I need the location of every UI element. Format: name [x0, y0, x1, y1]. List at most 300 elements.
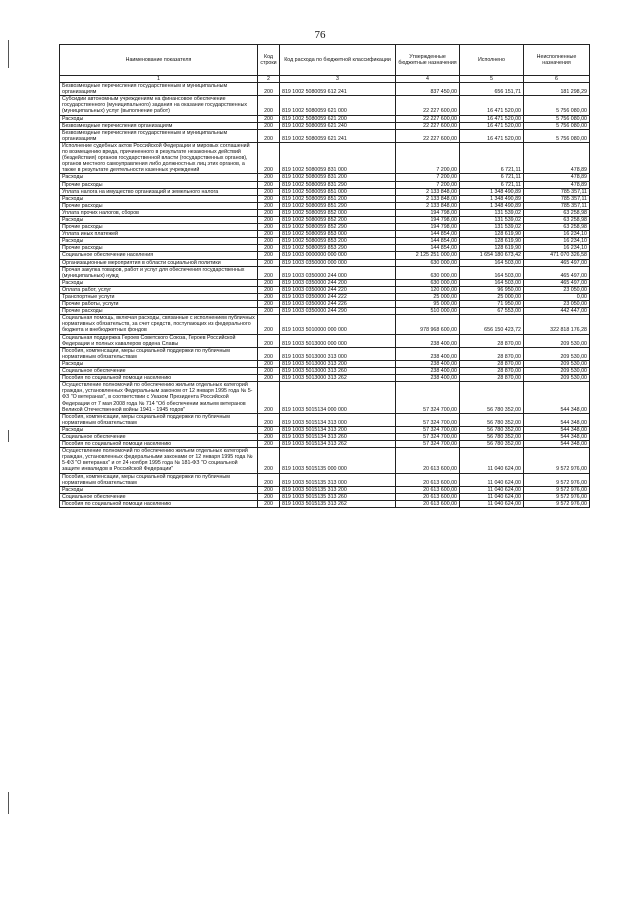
row-classification-code: 819 1002 5080059 831 290 — [280, 181, 396, 188]
row-unexecuted: 9 572 976,00 — [524, 500, 590, 507]
table-row — [60, 122, 590, 129]
row-classification-code: 819 1003 5013000 000 000 — [280, 334, 396, 347]
row-classification-code: 819 1003 5015134 000 000 — [280, 382, 396, 413]
table-row — [60, 360, 590, 367]
row-executed: 56 780 352,00 — [460, 413, 524, 426]
row-name: Расходы — [60, 279, 258, 286]
row-approved: 20 613 600,00 — [396, 500, 460, 507]
row-unexecuted: 465 497,00 — [524, 279, 590, 286]
table-row — [60, 413, 590, 426]
row-classification-code: 819 1003 5013000 313 260 — [280, 368, 396, 375]
row-name: Социальное обеспечение — [60, 433, 258, 440]
row-executed: 67 553,00 — [460, 308, 524, 315]
row-executed: 131 539,02 — [460, 209, 524, 216]
row-line-code: 200 — [258, 368, 280, 375]
row-line-code: 200 — [258, 115, 280, 122]
row-unexecuted: 9 572 976,00 — [524, 486, 590, 493]
row-name: Расходы — [60, 195, 258, 202]
table-row — [60, 473, 590, 486]
row-unexecuted: 785 357,11 — [524, 195, 590, 202]
row-executed: 131 539,02 — [460, 224, 524, 231]
row-approved: 238 400,00 — [396, 368, 460, 375]
row-approved: 57 324 700,00 — [396, 413, 460, 426]
table-row — [60, 301, 590, 308]
row-executed: 56 780 352,00 — [460, 382, 524, 413]
row-classification-code: 819 1003 0350000 244 000 — [280, 266, 396, 279]
table-row — [60, 334, 590, 347]
row-name: Расходы — [60, 216, 258, 223]
row-line-code: 200 — [258, 382, 280, 413]
table-header-row — [60, 45, 590, 76]
row-unexecuted: 16 234,10 — [524, 231, 590, 238]
row-line-code: 200 — [258, 245, 280, 252]
row-line-code: 200 — [258, 441, 280, 448]
row-executed: 128 619,90 — [460, 231, 524, 238]
row-unexecuted: 9 572 976,00 — [524, 473, 590, 486]
table-row — [60, 181, 590, 188]
row-line-code: 200 — [258, 500, 280, 507]
row-executed: 96 950,00 — [460, 286, 524, 293]
table-body — [60, 83, 590, 508]
row-executed: 131 539,02 — [460, 216, 524, 223]
row-approved: 510 000,00 — [396, 308, 460, 315]
row-name: Прочие расходы — [60, 202, 258, 209]
row-unexecuted: 5 756 080,00 — [524, 96, 590, 115]
row-classification-code: 819 1003 0350000 244 200 — [280, 279, 396, 286]
row-line-code: 200 — [258, 142, 280, 173]
row-unexecuted: 5 756 080,00 — [524, 129, 590, 142]
row-executed: 16 471 520,00 — [460, 96, 524, 115]
row-approved: 2 133 848,00 — [396, 195, 460, 202]
page-number: 76 — [314, 29, 326, 41]
table-row — [60, 259, 590, 266]
row-line-code: 200 — [258, 259, 280, 266]
row-line-code: 200 — [258, 315, 280, 334]
row-classification-code: 819 1003 5015134 313 262 — [280, 441, 396, 448]
row-line-code: 200 — [258, 96, 280, 115]
row-classification-code: 819 1002 5080059 853 290 — [280, 245, 396, 252]
row-line-code: 200 — [258, 286, 280, 293]
header-indicator-name: Наименование показателя — [60, 45, 258, 76]
table-row — [60, 231, 590, 238]
row-approved: 25 000,00 — [396, 294, 460, 301]
row-classification-code: 819 1002 5080059 612 241 — [280, 83, 396, 96]
row-approved: 144 854,00 — [396, 245, 460, 252]
row-unexecuted: 181 298,29 — [524, 83, 590, 96]
table-row — [60, 266, 590, 279]
row-executed: 11 040 624,00 — [460, 486, 524, 493]
row-name: Прочая закупка товаров, работ и услуг для обеспечения государственных (муниципальных) нужд — [60, 266, 258, 279]
table-row — [60, 368, 590, 375]
row-approved: 7 200,00 — [396, 174, 460, 181]
row-approved: 238 400,00 — [396, 375, 460, 382]
row-approved: 20 613 600,00 — [396, 493, 460, 500]
row-name: Уплата налога на имущество организаций и земельного налога — [60, 188, 258, 195]
row-name: Безвозмездные перечисления государственным и муниципальным организациям — [60, 83, 258, 96]
row-classification-code: 819 1003 5015134 313 200 — [280, 426, 396, 433]
row-name: Пособия, компенсации, меры социальной поддержки по публичным нормативным обязательствам — [60, 473, 258, 486]
row-name: Пособия по социальной помощи населению — [60, 375, 258, 382]
row-line-code: 200 — [258, 334, 280, 347]
row-approved: 57 324 700,00 — [396, 433, 460, 440]
table-row — [60, 188, 590, 195]
row-unexecuted: 785 357,11 — [524, 188, 590, 195]
row-classification-code: 819 1003 0000000 000 000 — [280, 252, 396, 259]
row-line-code: 200 — [258, 486, 280, 493]
scan-mark — [8, 430, 9, 442]
row-executed: 16 471 520,00 — [460, 122, 524, 129]
row-approved: 22 227 600,00 — [396, 96, 460, 115]
row-name: Пособия, компенсации, меры социальной поддержки по публичным нормативным обязательствам — [60, 413, 258, 426]
row-unexecuted: 544 348,00 — [524, 413, 590, 426]
row-line-code: 200 — [258, 473, 280, 486]
row-name: Уплата иных платежей — [60, 231, 258, 238]
row-name: Организационные мероприятия в области социальной политики — [60, 259, 258, 266]
row-unexecuted: 0,00 — [524, 294, 590, 301]
row-name: Расходы — [60, 486, 258, 493]
row-executed: 656 150 423,72 — [460, 315, 524, 334]
row-name: Социальная поддержка Героев Советского Союза, Героев Российской Федерации и полных кавалеров ордена Славы — [60, 334, 258, 347]
row-classification-code: 819 1002 5080059 852 290 — [280, 224, 396, 231]
row-approved: 22 227 600,00 — [396, 122, 460, 129]
table-row — [60, 83, 590, 96]
table-row — [60, 252, 590, 259]
row-executed: 128 619,90 — [460, 238, 524, 245]
table-row — [60, 224, 590, 231]
row-approved: 7 200,00 — [396, 181, 460, 188]
row-name: Безвозмездные перечисления организациям — [60, 122, 258, 129]
row-classification-code: 819 1003 5010000 000 000 — [280, 315, 396, 334]
row-classification-code: 819 1002 5080059 851 000 — [280, 188, 396, 195]
row-line-code: 200 — [258, 174, 280, 181]
row-line-code: 200 — [258, 448, 280, 473]
row-classification-code: 819 1003 5015135 000 000 — [280, 448, 396, 473]
row-classification-code: 819 1003 0350000 244 222 — [280, 294, 396, 301]
row-approved: 144 854,00 — [396, 231, 460, 238]
row-approved: 194 798,00 — [396, 209, 460, 216]
row-classification-code: 819 1002 5080059 853 000 — [280, 231, 396, 238]
table-row — [60, 448, 590, 473]
row-executed: 71 950,00 — [460, 301, 524, 308]
row-approved: 837 450,00 — [396, 83, 460, 96]
row-name: Расходы — [60, 174, 258, 181]
row-unexecuted: 544 348,00 — [524, 382, 590, 413]
row-name: Прочие расходы — [60, 245, 258, 252]
row-unexecuted: 63 258,98 — [524, 216, 590, 223]
table-row — [60, 375, 590, 382]
row-name: Безвозмездные перечисления государственным и муниципальным организациям — [60, 129, 258, 142]
row-classification-code: 819 1003 0350000 244 290 — [280, 308, 396, 315]
row-executed: 11 040 624,00 — [460, 448, 524, 473]
row-executed: 164 503,00 — [460, 266, 524, 279]
row-executed: 28 870,00 — [460, 375, 524, 382]
table-row — [60, 115, 590, 122]
row-name: Прочие расходы — [60, 181, 258, 188]
row-name: Социальная помощь, включая расходы, связанные с исполнением публичных нормативных обязательств, за счет средств, поступающих из федерального бюджета и внебюджетных фондов — [60, 315, 258, 334]
row-unexecuted: 23 050,00 — [524, 286, 590, 293]
scan-mark — [8, 792, 9, 814]
row-classification-code: 819 1002 5080059 852 200 — [280, 216, 396, 223]
row-approved: 20 613 600,00 — [396, 486, 460, 493]
row-classification-code: 819 1003 5015134 313 260 — [280, 433, 396, 440]
row-name: Прочие работы, услуги — [60, 301, 258, 308]
row-approved: 194 798,00 — [396, 224, 460, 231]
row-unexecuted: 544 348,00 — [524, 433, 590, 440]
row-approved: 20 613 600,00 — [396, 473, 460, 486]
row-approved: 20 613 600,00 — [396, 448, 460, 473]
row-classification-code: 819 1003 0350000 244 220 — [280, 286, 396, 293]
row-line-code: 200 — [258, 413, 280, 426]
row-name: Субсидии автономным учреждениям на финансовое обеспечение государственного (муниципального) задания на оказание государственных (муниципальных) услуг (выполнение работ) — [60, 96, 258, 115]
row-executed: 164 503,00 — [460, 279, 524, 286]
row-line-code: 200 — [258, 266, 280, 279]
row-classification-code: 819 1002 5080059 621 240 — [280, 122, 396, 129]
table-row — [60, 486, 590, 493]
row-unexecuted: 478,89 — [524, 181, 590, 188]
row-executed: 1 348 490,89 — [460, 202, 524, 209]
row-classification-code: 819 1003 5013000 313 262 — [280, 375, 396, 382]
row-name: Социальное обеспечение — [60, 493, 258, 500]
table-row — [60, 238, 590, 245]
table-row — [60, 441, 590, 448]
table-row — [60, 202, 590, 209]
row-executed: 28 870,00 — [460, 360, 524, 367]
table-row — [60, 294, 590, 301]
row-executed: 1 654 180 673,42 — [460, 252, 524, 259]
row-line-code: 200 — [258, 493, 280, 500]
row-name: Прочие расходы — [60, 308, 258, 315]
row-approved: 978 968 600,00 — [396, 315, 460, 334]
table-row — [60, 500, 590, 507]
row-executed: 28 870,00 — [460, 347, 524, 360]
row-name: Расходы — [60, 115, 258, 122]
table-row — [60, 382, 590, 413]
row-executed: 1 348 490,89 — [460, 195, 524, 202]
table-row — [60, 96, 590, 115]
row-line-code: 200 — [258, 347, 280, 360]
table-row — [60, 493, 590, 500]
row-executed: 28 870,00 — [460, 368, 524, 375]
row-approved: 57 324 700,00 — [396, 441, 460, 448]
row-line-code: 200 — [258, 301, 280, 308]
row-classification-code: 819 1003 5015135 313 200 — [280, 486, 396, 493]
row-name: Расходы — [60, 360, 258, 367]
row-unexecuted: 5 756 080,00 — [524, 115, 590, 122]
column-number: 3 — [280, 76, 396, 83]
row-name: Осуществление полномочий по обеспечению жильем отдельных категорий граждан, установленных федеральными законами от 12 января 1995 года № 5-ФЗ "О ветеранах" и от 24 ноября 1995 года № 181-ФЗ "О социальной защите инвалидов в Российской Федерации" — [60, 448, 258, 473]
row-unexecuted: 209 530,00 — [524, 368, 590, 375]
table-row — [60, 142, 590, 173]
row-line-code: 200 — [258, 202, 280, 209]
scan-mark — [8, 40, 9, 68]
row-line-code: 200 — [258, 360, 280, 367]
row-approved: 238 400,00 — [396, 360, 460, 367]
column-number: 2 — [258, 76, 280, 83]
table-row — [60, 286, 590, 293]
table-row — [60, 433, 590, 440]
row-name: Оплата работ, услуг — [60, 286, 258, 293]
header-executed: Исполнено — [460, 45, 524, 76]
header-line-code: Код строки — [258, 45, 280, 76]
row-approved: 57 324 700,00 — [396, 426, 460, 433]
table-row — [60, 315, 590, 334]
row-line-code: 200 — [258, 216, 280, 223]
row-line-code: 200 — [258, 181, 280, 188]
row-name: Транспортные услуги — [60, 294, 258, 301]
row-line-code: 200 — [258, 294, 280, 301]
row-executed: 56 780 352,00 — [460, 441, 524, 448]
budget-execution-table — [59, 44, 590, 508]
row-approved: 7 200,00 — [396, 142, 460, 173]
row-line-code: 200 — [258, 279, 280, 286]
row-classification-code: 819 1003 5015135 313 262 — [280, 500, 396, 507]
header-approved: Утвержденные бюджетные назначения — [396, 45, 460, 76]
row-classification-code: 819 1002 5080059 621 200 — [280, 115, 396, 122]
row-name: Исполнение судебных актов Российской Федерации и мировых соглашений по возмещению вреда, причиненного в результате незаконных действий (бездействия) органов государственной власти (государственных органов), органов местного самоуправления либо должностных лиц этих органов, а также в результате деятельности казенных учреждений — [60, 142, 258, 173]
row-executed: 11 040 624,00 — [460, 493, 524, 500]
table-row — [60, 426, 590, 433]
row-unexecuted: 209 530,00 — [524, 347, 590, 360]
column-number-row — [60, 76, 590, 83]
row-unexecuted: 465 497,00 — [524, 266, 590, 279]
row-line-code: 200 — [258, 195, 280, 202]
row-approved: 238 400,00 — [396, 334, 460, 347]
table-row — [60, 308, 590, 315]
row-approved: 22 227 600,00 — [396, 129, 460, 142]
table-row — [60, 195, 590, 202]
row-classification-code: 819 1002 5080059 851 290 — [280, 202, 396, 209]
row-approved: 2 133 848,00 — [396, 202, 460, 209]
row-approved: 120 000,00 — [396, 286, 460, 293]
row-name: Расходы — [60, 238, 258, 245]
row-approved: 194 798,00 — [396, 216, 460, 223]
row-executed: 6 721,11 — [460, 174, 524, 181]
row-line-code: 200 — [258, 209, 280, 216]
row-line-code: 200 — [258, 129, 280, 142]
row-executed: 128 619,90 — [460, 245, 524, 252]
row-name: Осуществление полномочий по обеспечению жильем отдельных категорий граждан, установленных Федеральным законом от 12 января 1995 года № 5-ФЗ "О ветеранах", в соответствии с Указом Президента Российской Федерации от 7 мая 2008 года № 714 "Об обеспечении жильем ветеранов Великой Отечественной войны 1941 - 1945 годов" — [60, 382, 258, 413]
row-unexecuted: 9 572 976,00 — [524, 448, 590, 473]
row-line-code: 200 — [258, 83, 280, 96]
row-executed: 11 040 624,00 — [460, 473, 524, 486]
table-row — [60, 279, 590, 286]
row-unexecuted: 785 357,11 — [524, 202, 590, 209]
row-line-code: 200 — [258, 188, 280, 195]
table-row — [60, 174, 590, 181]
table-row — [60, 216, 590, 223]
row-unexecuted: 544 348,00 — [524, 441, 590, 448]
row-approved: 630 000,00 — [396, 259, 460, 266]
row-executed: 11 040 624,00 — [460, 500, 524, 507]
row-name: Социальное обеспечение населения — [60, 252, 258, 259]
row-classification-code: 819 1003 5015135 313 000 — [280, 473, 396, 486]
row-classification-code: 819 1002 5080059 852 000 — [280, 209, 396, 216]
row-executed: 6 721,11 — [460, 142, 524, 173]
row-classification-code: 819 1002 5080059 853 200 — [280, 238, 396, 245]
row-unexecuted: 465 497,00 — [524, 259, 590, 266]
row-name: Пособия по социальной помощи населению — [60, 500, 258, 507]
row-line-code: 200 — [258, 308, 280, 315]
row-classification-code: 819 1002 5080059 621 241 — [280, 129, 396, 142]
row-approved: 22 227 600,00 — [396, 115, 460, 122]
row-classification-code: 819 1003 5013000 313 200 — [280, 360, 396, 367]
row-executed: 164 503,00 — [460, 259, 524, 266]
row-unexecuted: 9 572 976,00 — [524, 493, 590, 500]
row-name: Расходы — [60, 426, 258, 433]
column-number: 5 — [460, 76, 524, 83]
row-line-code: 200 — [258, 426, 280, 433]
row-name: Уплата прочих налогов, сборов — [60, 209, 258, 216]
row-name: Прочие расходы — [60, 224, 258, 231]
row-unexecuted: 63 258,98 — [524, 224, 590, 231]
row-approved: 2 125 251 000,00 — [396, 252, 460, 259]
row-line-code: 200 — [258, 375, 280, 382]
row-classification-code: 819 1002 5080059 621 000 — [280, 96, 396, 115]
row-line-code: 200 — [258, 122, 280, 129]
row-unexecuted: 209 530,00 — [524, 375, 590, 382]
row-executed: 16 471 520,00 — [460, 129, 524, 142]
row-executed: 656 151,71 — [460, 83, 524, 96]
row-unexecuted: 209 530,00 — [524, 334, 590, 347]
row-unexecuted: 478,89 — [524, 142, 590, 173]
row-unexecuted: 5 756 080,00 — [524, 122, 590, 129]
row-line-code: 200 — [258, 231, 280, 238]
row-approved: 630 000,00 — [396, 266, 460, 279]
row-name: Пособия, компенсации, меры социальной поддержки по публичным нормативным обязательствам — [60, 347, 258, 360]
row-classification-code: 819 1003 5015135 313 260 — [280, 493, 396, 500]
row-classification-code: 819 1003 0350000 000 000 — [280, 259, 396, 266]
row-unexecuted: 16 234,10 — [524, 238, 590, 245]
row-executed: 56 780 352,00 — [460, 433, 524, 440]
row-classification-code: 819 1003 5013000 313 000 — [280, 347, 396, 360]
row-unexecuted: 544 348,00 — [524, 426, 590, 433]
column-number: 6 — [524, 76, 590, 83]
header-unexecuted: Неисполненные назначения — [524, 45, 590, 76]
row-unexecuted: 23 050,00 — [524, 301, 590, 308]
row-classification-code: 819 1002 5080059 831 000 — [280, 142, 396, 173]
row-approved: 630 000,00 — [396, 279, 460, 286]
row-classification-code: 819 1003 0350000 244 226 — [280, 301, 396, 308]
row-line-code: 200 — [258, 224, 280, 231]
row-unexecuted: 478,89 — [524, 174, 590, 181]
row-approved: 144 854,00 — [396, 238, 460, 245]
row-line-code: 200 — [258, 252, 280, 259]
table-row — [60, 245, 590, 252]
row-unexecuted: 442 447,00 — [524, 308, 590, 315]
row-executed: 1 348 490,89 — [460, 188, 524, 195]
row-unexecuted: 322 818 176,28 — [524, 315, 590, 334]
row-name: Пособия по социальной помощи населению — [60, 441, 258, 448]
table-row — [60, 129, 590, 142]
row-line-code: 200 — [258, 238, 280, 245]
row-executed: 25 000,00 — [460, 294, 524, 301]
row-name: Социальное обеспечение — [60, 368, 258, 375]
table-row — [60, 209, 590, 216]
row-approved: 2 133 848,00 — [396, 188, 460, 195]
column-number: 1 — [60, 76, 258, 83]
row-approved: 238 400,00 — [396, 347, 460, 360]
table-row — [60, 347, 590, 360]
row-unexecuted: 63 258,98 — [524, 209, 590, 216]
row-classification-code: 819 1002 5080059 851 200 — [280, 195, 396, 202]
header-classification-code: Код расхода по бюджетной классификации — [280, 45, 396, 76]
row-unexecuted: 471 070 326,58 — [524, 252, 590, 259]
row-executed: 28 870,00 — [460, 334, 524, 347]
row-approved: 57 324 700,00 — [396, 382, 460, 413]
row-executed: 56 780 352,00 — [460, 426, 524, 433]
row-unexecuted: 16 234,10 — [524, 245, 590, 252]
column-number: 4 — [396, 76, 460, 83]
